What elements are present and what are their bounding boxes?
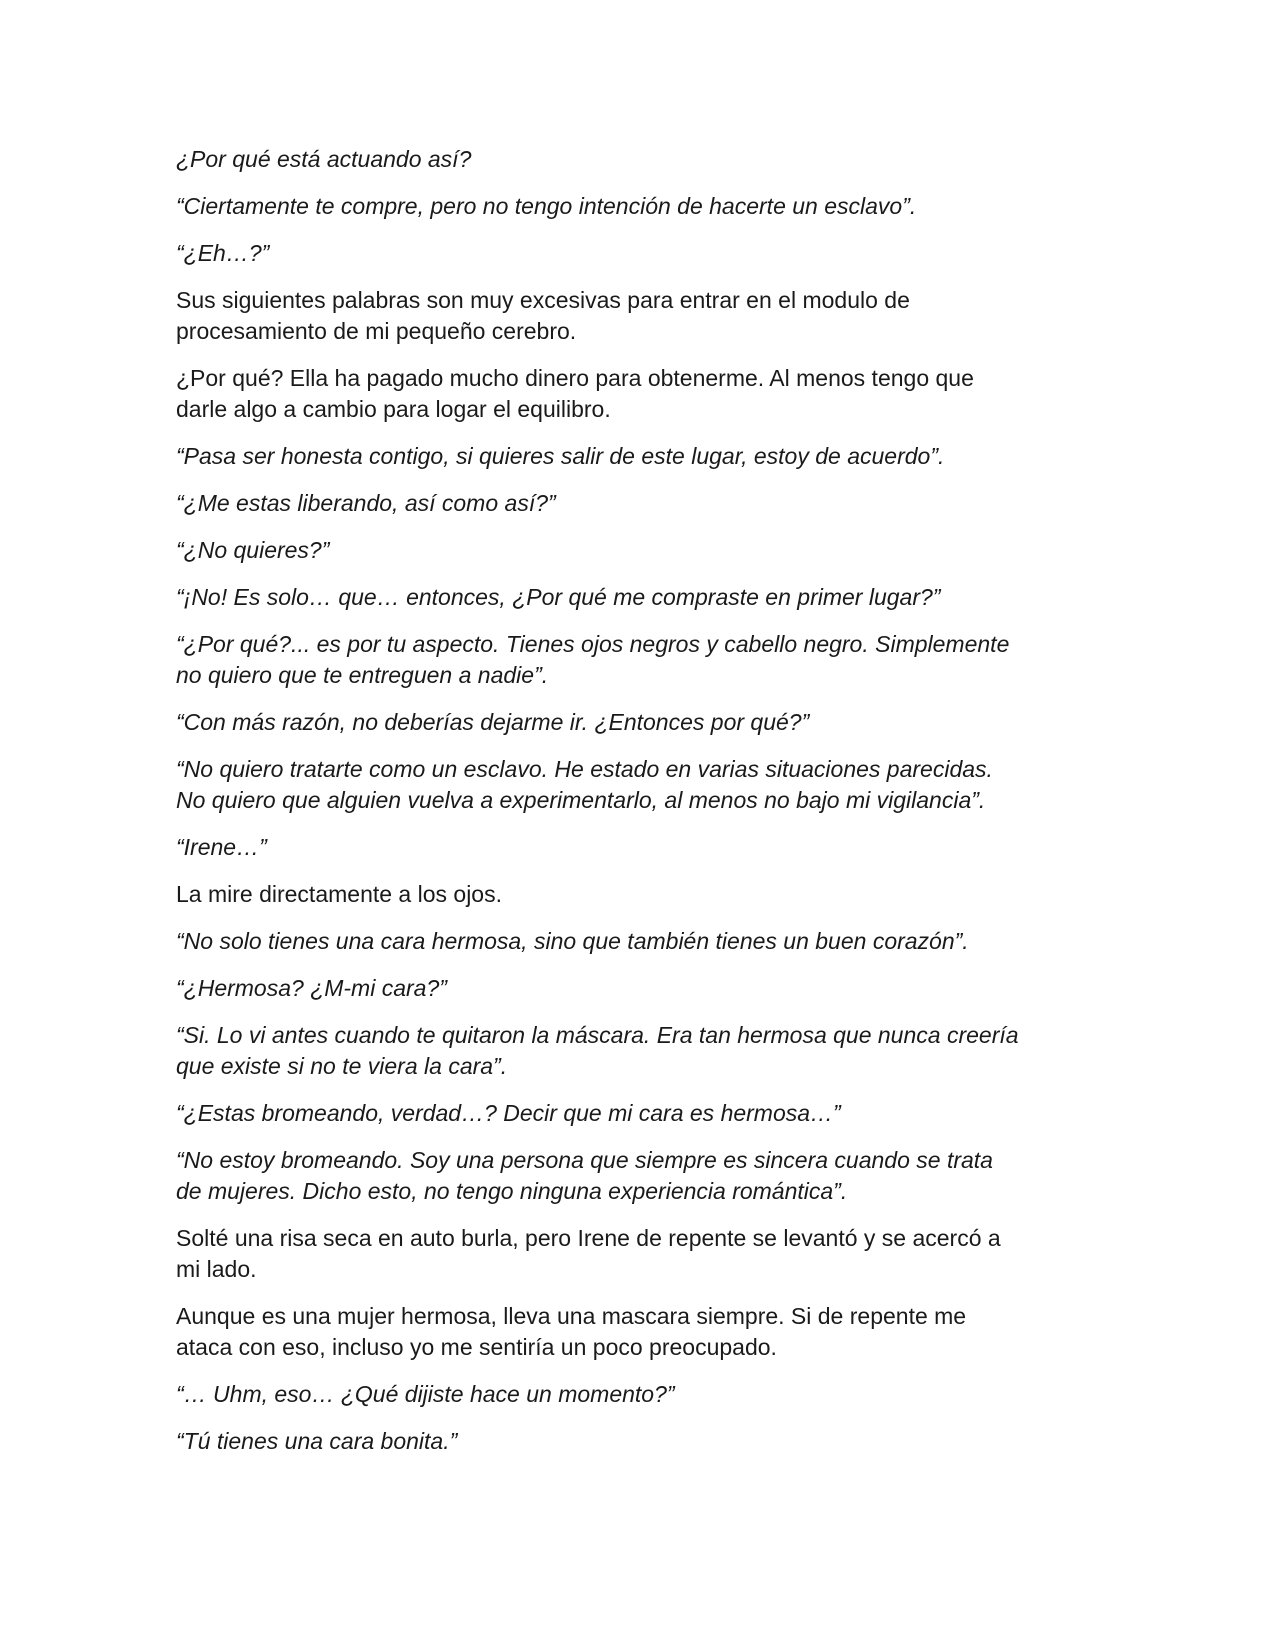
paragraph	[176, 629, 1096, 691]
paragraph	[176, 1098, 1096, 1129]
paragraph-line: “No solo tienes una cara hermosa, sino que también tienes un buen corazón”.	[176, 928, 969, 954]
paragraph-line: mi lado.	[176, 1256, 257, 1282]
paragraph-line: de mujeres. Dicho esto, no tengo ninguna experiencia romántica”.	[176, 1178, 848, 1204]
paragraph-line: “¿Por qué?... es por tu aspecto. Tienes ojos negros y cabello negro. Simplemente	[176, 631, 1010, 657]
paragraph-line: “Si. Lo vi antes cuando te quitaron la máscara. Era tan hermosa que nunca creería	[176, 1022, 1019, 1048]
paragraph-line: “Con más razón, no deberías dejarme ir. ¿Entonces por qué?”	[176, 709, 810, 735]
paragraph-line: “¿Eh…?”	[176, 240, 270, 266]
paragraph-line: “¿Hermosa? ¿M-mi cara?”	[176, 975, 447, 1001]
paragraph-line: No quiero que alguien vuelva a experimentarlo, al menos no bajo mi vigilancia”.	[176, 787, 986, 813]
paragraph-line: ¿Por qué está actuando así?	[176, 146, 472, 172]
paragraph-line: “Tú tienes una cara bonita.”	[176, 1428, 458, 1454]
paragraph-line: Aunque es una mujer hermosa, lleva una mascara siempre. Si de repente me	[176, 1303, 967, 1329]
paragraph	[176, 1020, 1096, 1082]
paragraph-line: “¿Estas bromeando, verdad…? Decir que mi cara es hermosa…”	[176, 1100, 841, 1126]
paragraph	[176, 535, 1096, 566]
paragraph-line: “¿No quieres?”	[176, 537, 330, 563]
paragraph-line: “Ciertamente te compre, pero no tengo intención de hacerte un esclavo”.	[176, 193, 917, 219]
paragraph	[176, 1379, 1096, 1410]
paragraph-line: “No quiero tratarte como un esclavo. He estado en varias situaciones parecidas.	[176, 756, 993, 782]
paragraph	[176, 285, 1096, 347]
paragraph-line: ataca con eso, incluso yo me sentiría un poco preocupado.	[176, 1334, 777, 1360]
paragraph	[176, 879, 1096, 910]
paragraph	[176, 144, 1096, 175]
paragraph	[176, 1301, 1096, 1363]
paragraph-line: “¿Me estas liberando, así como así?”	[176, 490, 556, 516]
paragraph-line: darle algo a cambio para logar el equilibro.	[176, 396, 611, 422]
paragraph-line: La mire directamente a los ojos.	[176, 881, 502, 907]
paragraph-line: procesamiento de mi pequeño cerebro.	[176, 318, 577, 344]
paragraph-line: Sus siguientes palabras son muy excesivas para entrar en el modulo de	[176, 287, 910, 313]
paragraph	[176, 1145, 1096, 1207]
paragraph-line: “¡No! Es solo… que… entonces, ¿Por qué me compraste en primer lugar?”	[176, 584, 941, 610]
paragraph	[176, 441, 1096, 472]
paragraph-line: “No estoy bromeando. Soy una persona que siempre es sincera cuando se trata	[176, 1147, 993, 1173]
paragraph-line: que existe si no te viera la cara”.	[176, 1053, 508, 1079]
paragraph	[176, 582, 1096, 613]
paragraph-line: Solté una risa seca en auto burla, pero Irene de repente se levantó y se acercó a	[176, 1225, 1001, 1251]
paragraph	[176, 832, 1096, 863]
paragraph-line: no quiero que te entreguen a nadie”.	[176, 662, 549, 688]
paragraph-line: “Irene…”	[176, 834, 267, 860]
paragraph	[176, 707, 1096, 738]
paragraph	[176, 926, 1096, 957]
paragraph	[176, 238, 1096, 269]
paragraph	[176, 973, 1096, 1004]
paragraph-line: “Pasa ser honesta contigo, si quieres salir de este lugar, estoy de acuerdo”.	[176, 443, 945, 469]
paragraph	[176, 754, 1096, 816]
paragraph	[176, 1223, 1096, 1285]
paragraph	[176, 363, 1096, 425]
document-body	[176, 144, 1096, 1473]
paragraph-line: “… Uhm, eso… ¿Qué dijiste hace un momento?”	[176, 1381, 675, 1407]
paragraph-line: ¿Por qué? Ella ha pagado mucho dinero para obtenerme. Al menos tengo que	[176, 365, 974, 391]
paragraph	[176, 1426, 1096, 1457]
paragraph	[176, 191, 1096, 222]
paragraph	[176, 488, 1096, 519]
